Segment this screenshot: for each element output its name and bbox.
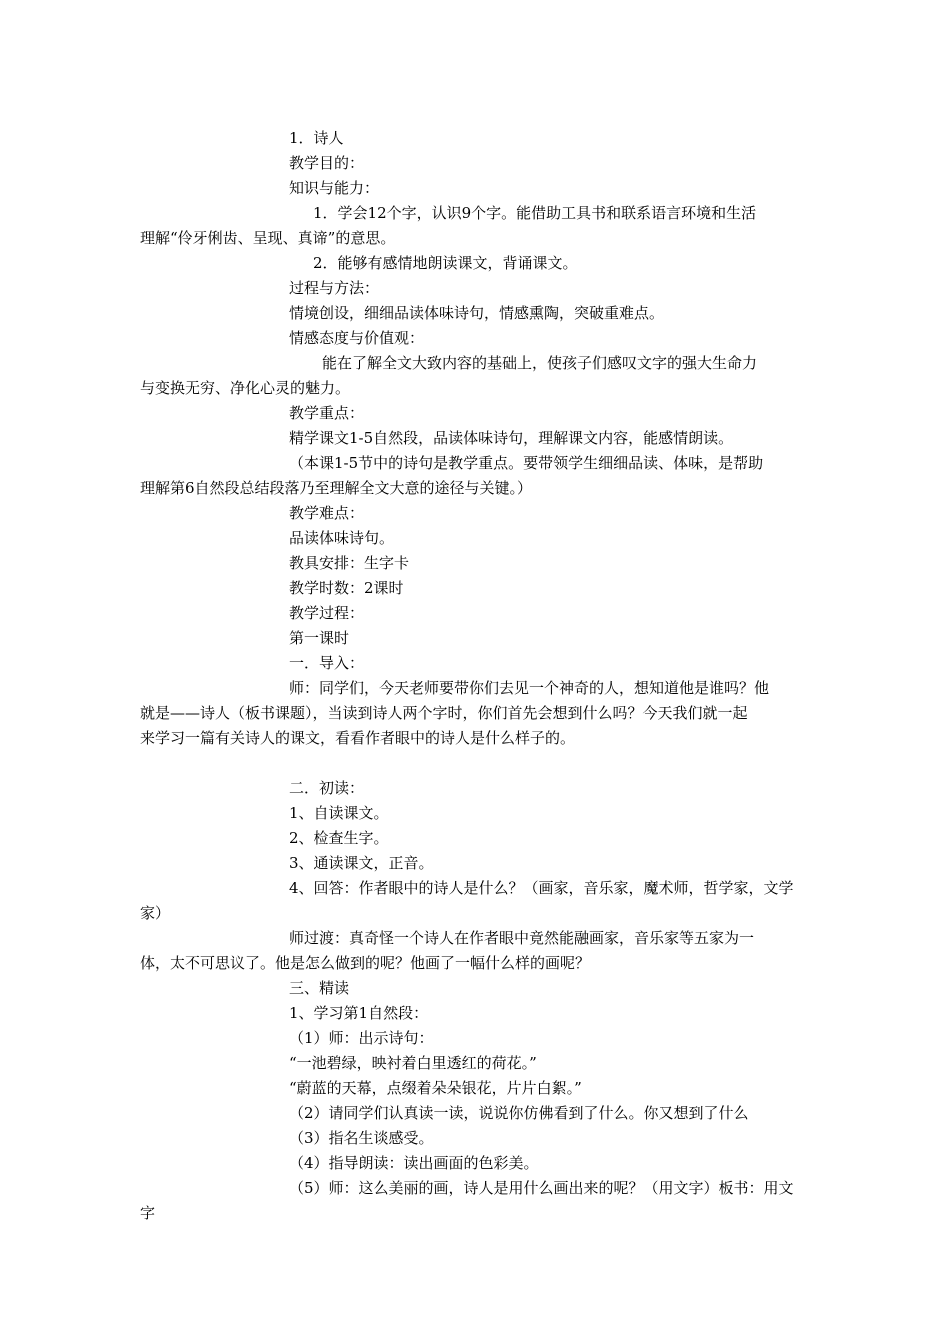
paragraph-line: 体，太不可思议了。他是怎么做到的呢？他画了一幅什么样的画呢？ (140, 954, 591, 972)
heading-key-points: 教学重点： (289, 404, 365, 422)
lesson-title: 1．诗人 (289, 129, 344, 147)
list-item: 2、检查生字。 (289, 829, 389, 847)
paragraph-line: 能在了解全文大致内容的基础上，使孩子们感叹文字的强大生命力 (322, 354, 758, 372)
list-item: （2）请同学们认真读一读，说说你仿佛看到了什么。你又想到了什么 (289, 1104, 749, 1122)
heading-first-lesson: 第一课时 (289, 629, 350, 647)
heading-introduction: 一．导入： (289, 654, 365, 672)
paragraph-line: 师：同学们，今天老师要带你们去见一个神奇的人，想知道他是谁吗？他 (289, 679, 770, 697)
heading-first-reading: 二．初读： (289, 779, 365, 797)
paragraph-line: 2．能够有感情地朗读课文，背诵课文。 (313, 254, 578, 272)
paragraph-line: 理解“伶牙俐齿、呈现、真谛”的意思。 (140, 229, 396, 247)
heading-teaching-goals: 教学目的： (289, 154, 365, 172)
quote-line: “蔚蓝的天幕，点缀着朵朵银花，片片白絮。” (289, 1079, 582, 1097)
list-item: 1、学习第1自然段： (289, 1004, 429, 1022)
paragraph-line: 与变换无穷、净化心灵的魅力。 (140, 379, 351, 397)
paragraph-line: 家） (140, 904, 171, 922)
paragraph-line: 教具安排：生字卡 (289, 554, 410, 572)
list-item: 3、通读课文，正音。 (289, 854, 434, 872)
paragraph-line: 理解第6自然段总结段落乃至理解全文大意的途径与关键。） (140, 479, 533, 497)
heading-knowledge-ability: 知识与能力： (289, 179, 380, 197)
quote-line: “一池碧绿，映衬着白里透红的荷花。” (289, 1054, 537, 1072)
paragraph-line: 字 (140, 1204, 156, 1222)
paragraph-line: 精学课文1-5自然段，品读体味诗句，理解课文内容，能感情朗读。 (289, 429, 734, 447)
list-item: 1、自读课文。 (289, 804, 389, 822)
paragraph-line: （本课1-5节中的诗句是教学重点。要带领学生细细品读、体味，是帮助 (289, 454, 764, 472)
paragraph-line: 师过渡：真奇怪一个诗人在作者眼中竟然能融画家，音乐家等五家为一 (289, 929, 755, 947)
paragraph-line: 来学习一篇有关诗人的课文，看看作者眼中的诗人是什么样子的。 (140, 729, 576, 747)
list-item: （1）师：出示诗句： (289, 1029, 434, 1047)
paragraph-line: 1．学会12个字，认识9个字。能借助工具书和联系语言环境和生活 (313, 204, 757, 222)
paragraph-line: 教学时数：2课时 (289, 579, 404, 597)
heading-teaching-process: 教学过程： (289, 604, 365, 622)
list-item: （4）指导朗读：读出画面的色彩美。 (289, 1154, 539, 1172)
heading-close-reading: 三、精读 (289, 979, 350, 997)
list-item: 4、回答：作者眼中的诗人是什么？（画家，音乐家，魔术师，哲学家，文学 (289, 879, 794, 897)
paragraph-line: 情境创设，细细品读体味诗句，情感熏陶，突破重难点。 (289, 304, 665, 322)
paragraph-line: 品读体味诗句。 (289, 529, 395, 547)
list-item: （3）指名生谈感受。 (289, 1129, 434, 1147)
list-item: （5）师：这么美丽的画，诗人是用什么画出来的呢？（用文字）板书：用文 (289, 1179, 794, 1197)
paragraph-line: 就是——诗人（板书课题），当读到诗人两个字时，你们首先会想到什么吗？今天我们就一起 (140, 704, 748, 722)
heading-process-method: 过程与方法： (289, 279, 380, 297)
heading-difficulties: 教学难点： (289, 504, 365, 522)
heading-emotion-values: 情感态度与价值观： (289, 329, 425, 347)
